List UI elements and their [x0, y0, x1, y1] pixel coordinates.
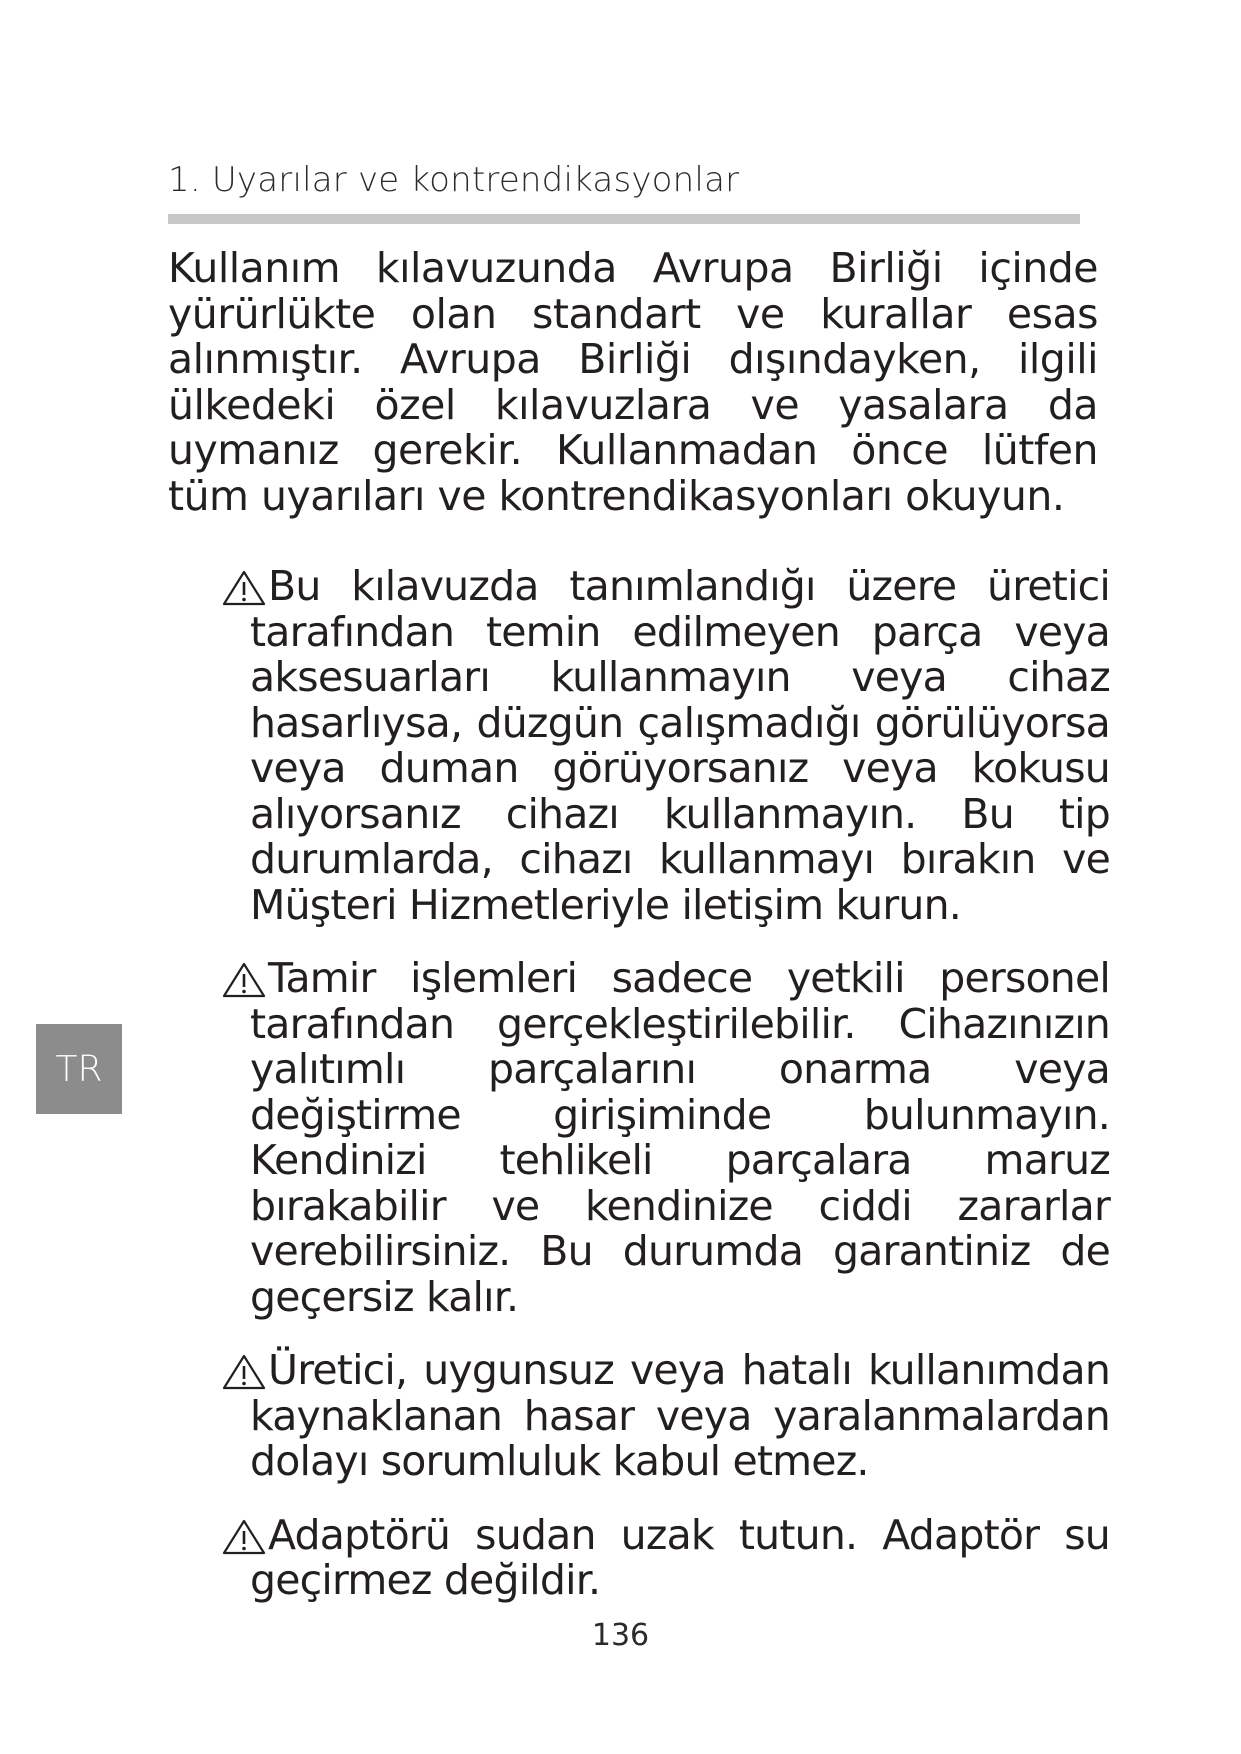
warning-triangle-icon — [222, 570, 266, 606]
warning-text: Bu kılavuzda tanımlandığı üzere üretici tarafından temin edilmeyen parça veya aksesuarları kullanmayın veya cihaz hasarlıysa, düzgün çalışmadığı görülüyorsa veya duman görüyorsanız veya kokusu alıyorsanız cihazı kullanmayın. Bu tip durumlarda, cihazı kullanmayı bırakın ve Müşteri Hizmetleriyle iletişim kurun. — [250, 562, 1110, 929]
section-heading: 1. Uyarılar ve kontrendikasyonlar — [168, 160, 740, 200]
warning-text: Üretici, uygunsuz veya hatalı kullanımdan kaynaklanan hasar veya yaralanmalardan dolayı sorumluluk kabul etmez. — [250, 1346, 1110, 1485]
warning-item — [222, 1510, 1110, 1604]
intro-paragraph: Kullanım kılavuzunda Avrupa Birliği içinde yürürlükte olan standart ve kurallar esas alınmıştır. Avrupa Birliği dışındayken, ilgili ülkedeki özel kılavuzlara ve yasalara da uymanız gerekir. Kullanmadan önce lütfen tüm uyarıları ve kontrendikasyonları okuyun. — [168, 244, 1098, 520]
warning-triangle-icon — [222, 1354, 266, 1390]
warning-list — [222, 564, 1110, 1632]
language-tab — [36, 1024, 122, 1114]
warning-text: Tamir işlemleri sadece yetkili personel tarafından gerçekleştirilebilir. Cihazınızın yalıtımlı parçalarını onarma veya değiştirme girişiminde bulunmayın. Kendinizi tehlikeli parçalara maruz bırakabilir ve kendinize ciddi zararlar verebilirsiniz. Bu durumda garantiniz de geçersiz kalır. — [250, 954, 1110, 1321]
language-tab-label: TR — [55, 1048, 103, 1090]
warning-text: Adaptörü sudan uzak tutun. Adaptör su geçirmez değildir. — [250, 1510, 1110, 1604]
warning-item — [222, 1348, 1110, 1485]
warning-item — [222, 564, 1110, 928]
warning-item — [222, 956, 1110, 1320]
warning-triangle-icon — [222, 962, 266, 998]
warning-triangle-icon — [222, 1519, 266, 1555]
page-number: 136 — [591, 1618, 650, 1653]
heading-divider — [168, 214, 1080, 224]
